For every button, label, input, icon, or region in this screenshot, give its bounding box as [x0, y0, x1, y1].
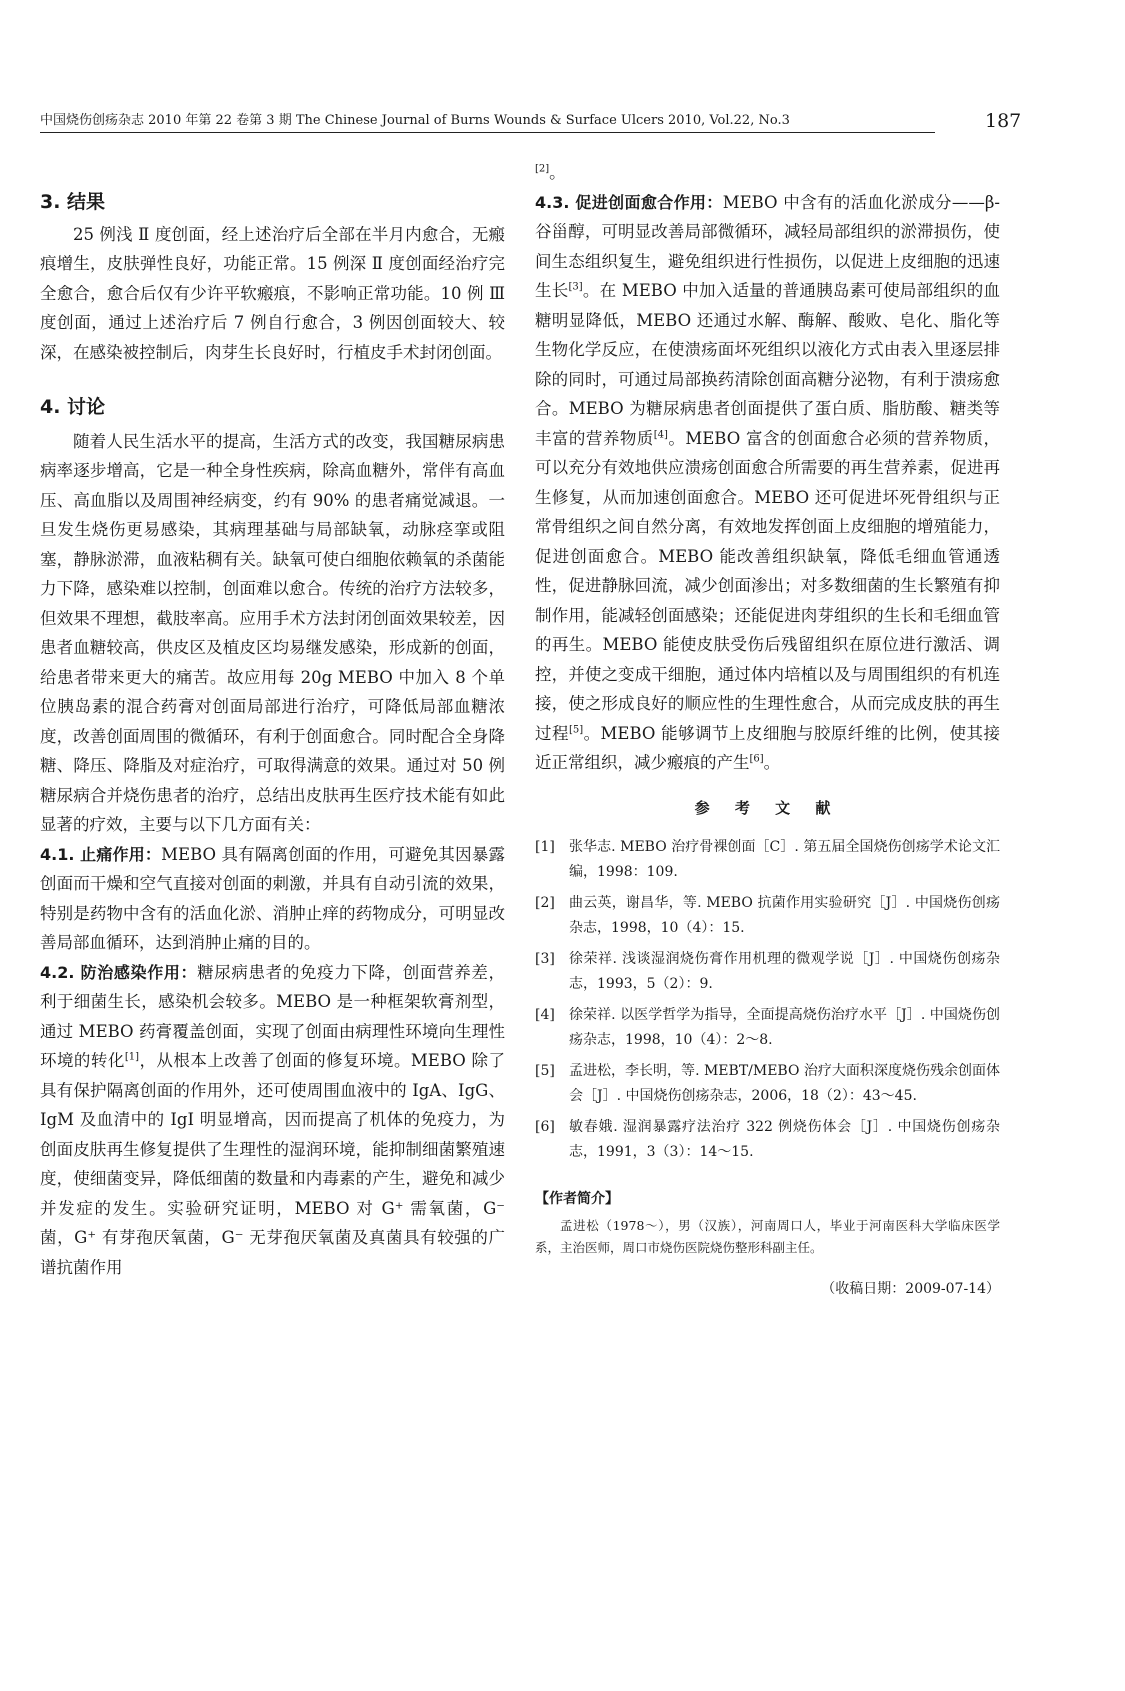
reference-text: 曲云英，谢昌华，等. MEBO 抗菌作用实验研究［J］. 中国烧伤创疡杂志，1998，10（4）：15.	[569, 895, 1000, 936]
section-4-2-title: 4.2. 防治感染作用：	[40, 962, 198, 982]
reference-text: 敏春娥. 湿润暴露疗法治疗 322 例烧伤体会［J］. 中国烧伤创疡杂志，1991，3（3）：14～15.	[569, 1119, 1000, 1160]
reference-item	[535, 1059, 1000, 1109]
discussion-paragraph: 随着人民生活水平的提高，生活方式的改变，我国糖尿病患病率逐步增高，它是一种全身性疾病，除高血糖外，常伴有高血压、高血脂以及周围神经病变，约有 90% 的患者痛觉减退。一旦发生烧伤更易感染，其病理基础与局部缺氧，动脉痉挛或阻塞，静脉淤滞，血液粘稠有关。缺氧可使白细胞依赖氧的杀菌能力下降，感染难以控制，创面难以愈合。传统的治疗方法较多，但效果不理想，截肢率高。应用手术方法封闭创面效果较差，因患者血糖较高，供皮区及植皮区均易继发感染，形成新的创面，给患者带来更大的痛苦。故应用每 20g MEBO 中加入 8 个单位胰岛素的混合药膏对创面局部进行治疗，可降低局部血糖浓度，改善创面周围的微循环，有利于创面愈合。同时配合全身降糖、降压、降脂及对症治疗，可取得满意的效果。通过对 50 例糖尿病合并烧伤患者的治疗，总结出皮肤再生医疗技术能有如此显著的疗效，主要与以下几方面有关：	[40, 431, 505, 834]
section-4-1	[40, 840, 505, 958]
received-date: （收稿日期：2009-07-14）	[821, 1280, 1000, 1297]
reference-item	[535, 835, 1000, 885]
results-paragraph: 25 例浅 Ⅱ 度创面，经上述治疗后全部在半月内愈合，无瘢痕增生，皮肤弹性良好，功能正常。15 例深 Ⅱ 度创面经治疗完全愈合，愈合后仅有少许平软瘢痕，不影响正常功能。10 例 Ⅲ 度创面，通过上述治疗后 7 例自行愈合，3 例因创面较大、较深，在感染被控制后，肉芽生长良好时，行植皮手术封闭创面。	[40, 224, 505, 362]
reference-number: [1]	[535, 839, 555, 855]
reference-text: 徐荣祥. 以医学哲学为指导，全面提高烧伤治疗水平［J］. 中国烧伤创疡杂志，1998，10（4）：2～8.	[569, 1007, 1000, 1048]
reference-item	[535, 947, 1000, 997]
section-4-2-text-c: 。	[549, 163, 566, 182]
section-4-3-text-b: 。在 MEBO 中加入适量的普通胰岛素可使局部组织的血糖明显降低，MEBO 还通过水解、酶解、酸败、皂化、脂化等生物化学反应，在使溃疡面坏死组织以液化方式由表入里逐层排除的同时，可通过局部换药清除创面高糖分泌物，有利于溃疡愈合。MEBO 为糖尿病患者创面提供了蛋白质、脂肪酸、糖类等丰富的营养物质	[535, 281, 1001, 448]
page-number: 187	[985, 110, 1022, 132]
section-4-2-continued	[535, 158, 1000, 188]
reference-text: 孟进松，李长明，等. MEBT/MEBO 治疗大面积深度烧伤残余创面体会［J］. 中国烧伤创疡杂志，2006，18（2）：43～45.	[569, 1063, 1000, 1104]
citation-4: [4]	[653, 429, 668, 440]
references-heading: 参 考 文 献	[694, 798, 841, 817]
section-4-3-title: 4.3. 促进创面愈合作用：	[535, 192, 723, 212]
section-4-3	[535, 188, 1000, 778]
section-4-3-text-d: 。MEBO 能够调节上皮细胞与胶原纤维的比例，使其接近正常组织，减少瘢痕的产生	[535, 723, 1000, 772]
reference-number: [4]	[535, 1007, 555, 1023]
reference-text: 徐荣祥. 浅谈湿润烧伤膏作用机理的微观学说［J］. 中国烧伤创疡杂志，1993，5（2）：9.	[569, 951, 1000, 992]
citation-1: [1]	[124, 1051, 139, 1063]
section-4-1-title: 4.1. 止痛作用：	[40, 844, 162, 864]
citation-3: [3]	[568, 281, 583, 293]
section-4-1-text: MEBO 具有隔离创面的作用，可避免其因暴露创面而干燥和空气直接对创面的刺激，并具有自动引流的效果，特别是药物中含有的活血化淤、消肿止痒的药物成分，可明显改善局部血循环，达到消肿止痛的目的。	[40, 844, 505, 952]
section-4-3-text-e: 。	[763, 753, 781, 772]
reference-text: 张华志. MEBO 治疗骨裸创面［C］. 第五届全国烧伤创疡学术论文汇编，1998：109.	[569, 839, 1000, 880]
discussion-heading: 4. 讨论	[40, 396, 106, 418]
reference-number: [6]	[535, 1119, 555, 1135]
citation-5: [5]	[568, 724, 584, 735]
reference-number: [2]	[535, 895, 555, 911]
reference-number: [3]	[535, 951, 555, 967]
results-heading: 3. 结果	[40, 191, 106, 213]
reference-item	[535, 891, 1000, 941]
reference-item	[535, 1003, 1000, 1053]
left-column	[40, 158, 505, 1282]
reference-item	[535, 1115, 1000, 1165]
right-column	[535, 158, 1000, 1304]
section-4-3-text-a: MEBO 中含有的活血化淤成分——β-谷甾醇，可明显改善局部微循环，减轻局部组织的淤滞损伤，使间生态组织复生，避免组织进行性损伤，以促进上皮细胞的迅速生长	[535, 192, 1000, 300]
section-4-2	[40, 958, 505, 1283]
running-header: 中国烧伤创疡杂志 2010 年第 22 卷第 3 期 The Chinese Journal of Burns Wounds & Surface Ulcers 2010, Vol.22, No.3	[40, 112, 935, 133]
author-bio: 孟进松（1978～），男（汉族），河南周口人，毕业于河南医科大学临床医学系，主治医师，周口市烧伤医院烧伤整形科副主任。	[535, 1217, 1000, 1255]
reference-list	[535, 835, 1000, 1165]
section-4-2-text-b: ，从根本上改善了创面的修复环境。MEBO 除了具有保护隔离创面的作用外，还可使周围血液中的 IgA、IgG、IgM 及血清中的 IgI 明显增高，因而提高了机体的免疫力，为创面皮肤再生修复提供了生理性的湿润环境，能抑制细菌繁殖速度，使细菌变异，降低细菌的数量和内毒素的产生，避免和减少并发症的发生。实验研究证明，MEBO 对 G⁺ 需氧菌，G⁻ 菌，G⁺ 有芽孢厌氧菌，G⁻ 无芽孢厌氧菌及真菌具有较强的广谱抗菌作用	[40, 1051, 505, 1277]
reference-number: [5]	[535, 1063, 555, 1079]
author-bio-heading: 【作者简介】	[535, 1191, 619, 1207]
citation-2: [2]	[535, 163, 550, 175]
section-4-3-text-c: 。MEBO 富含的创面愈合必须的营养物质，可以充分有效地供应溃疡创面愈合所需要的再生营养素，促进再生修复，从而加速创面愈合。MEBO 还可促进坏死骨组织与正常骨组织之间自然分离，有效地发挥创面上皮细胞的增殖能力，促进创面愈合。MEBO 能改善组织缺氧，降低毛细血管通透性，促进静脉回流，减少创面渗出；对多数细菌的生长繁殖有抑制作用，能减轻创面感染；还能促进肉芽组织的生长和毛细血管的再生。MEBO 能使皮肤受伤后残留组织在原位进行激活、调控，并使之变成干细胞，通过体内培植以及与周围组织的有机连接，使之形成良好的顺应性的生理性愈合，从而完成皮肤的再生过程	[535, 428, 1000, 743]
section-4-2-text-a: 糖尿病患者的免疫力下降，创面营养差，利于细菌生长，感染机会较多。MEBO 是一种框架软膏剂型，通过 MEBO 药膏覆盖创面，实现了创面由病理性环境向生理性环境的转化	[40, 962, 506, 1070]
citation-6: [6]	[749, 753, 764, 765]
